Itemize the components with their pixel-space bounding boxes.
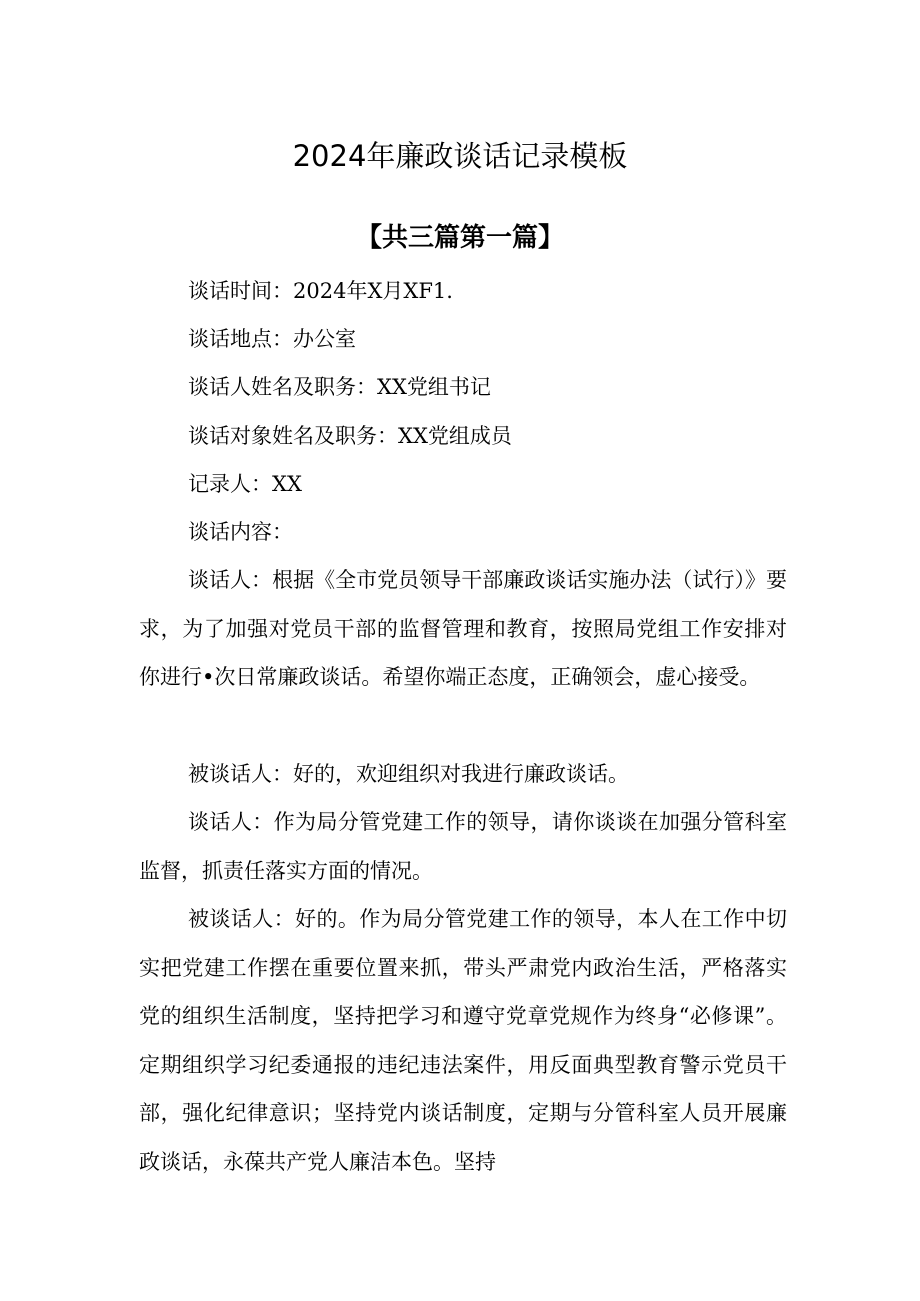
document-subtitle: 【共三篇第一篇】 bbox=[355, 223, 564, 253]
paragraph-2: 被谈话人：好的，欢迎组织对我进行廉政谈话。 bbox=[188, 762, 629, 786]
field-interviewee: 谈话对象姓名及职务：XX党组成员 bbox=[188, 424, 512, 448]
field-time: 谈话时间：2024年X月XF1. bbox=[188, 279, 453, 303]
field-recorder: 记录人：XX bbox=[188, 472, 302, 496]
field-content-label: 谈话内容： bbox=[188, 520, 293, 544]
field-interviewer: 谈话人姓名及职务：XX党组书记 bbox=[188, 375, 491, 399]
document-title: 2024年廉政谈话记录模板 bbox=[292, 139, 628, 173]
field-place: 谈话地点：办公室 bbox=[188, 327, 356, 351]
paragraph-1: 谈话人：根据《全市党员领导干部廉政谈话实施办法（试行）》要求，为了加强对党员干部的监督管理和教育，按照局党组工作安排对你进行•次日常廉政谈话。希望你端正态度，正确领会，虚心接受。 bbox=[139, 568, 787, 689]
paragraph-3: 谈话人：作为局分管党建工作的领导，请你谈谈在加强分管科室监督，抓责任落实方面的情况。 bbox=[139, 810, 787, 883]
paragraph-4: 被谈话人：好的。作为局分管党建工作的领导，本人在工作中切实把党建工作摆在重要位置来抓，带头严肃党内政治生活，严格落实党的组织生活制度，坚持把学习和遵守党章党规作为终身“必修课”。定期组织学习纪委通报的违纪违法案件，用反面典型教育警示党员干部，强化纪律意识；坚持党内谈话制度，定期与分管科室人员开展廉政谈话，永葆共产党人廉洁本色。坚持 bbox=[139, 907, 787, 1174]
